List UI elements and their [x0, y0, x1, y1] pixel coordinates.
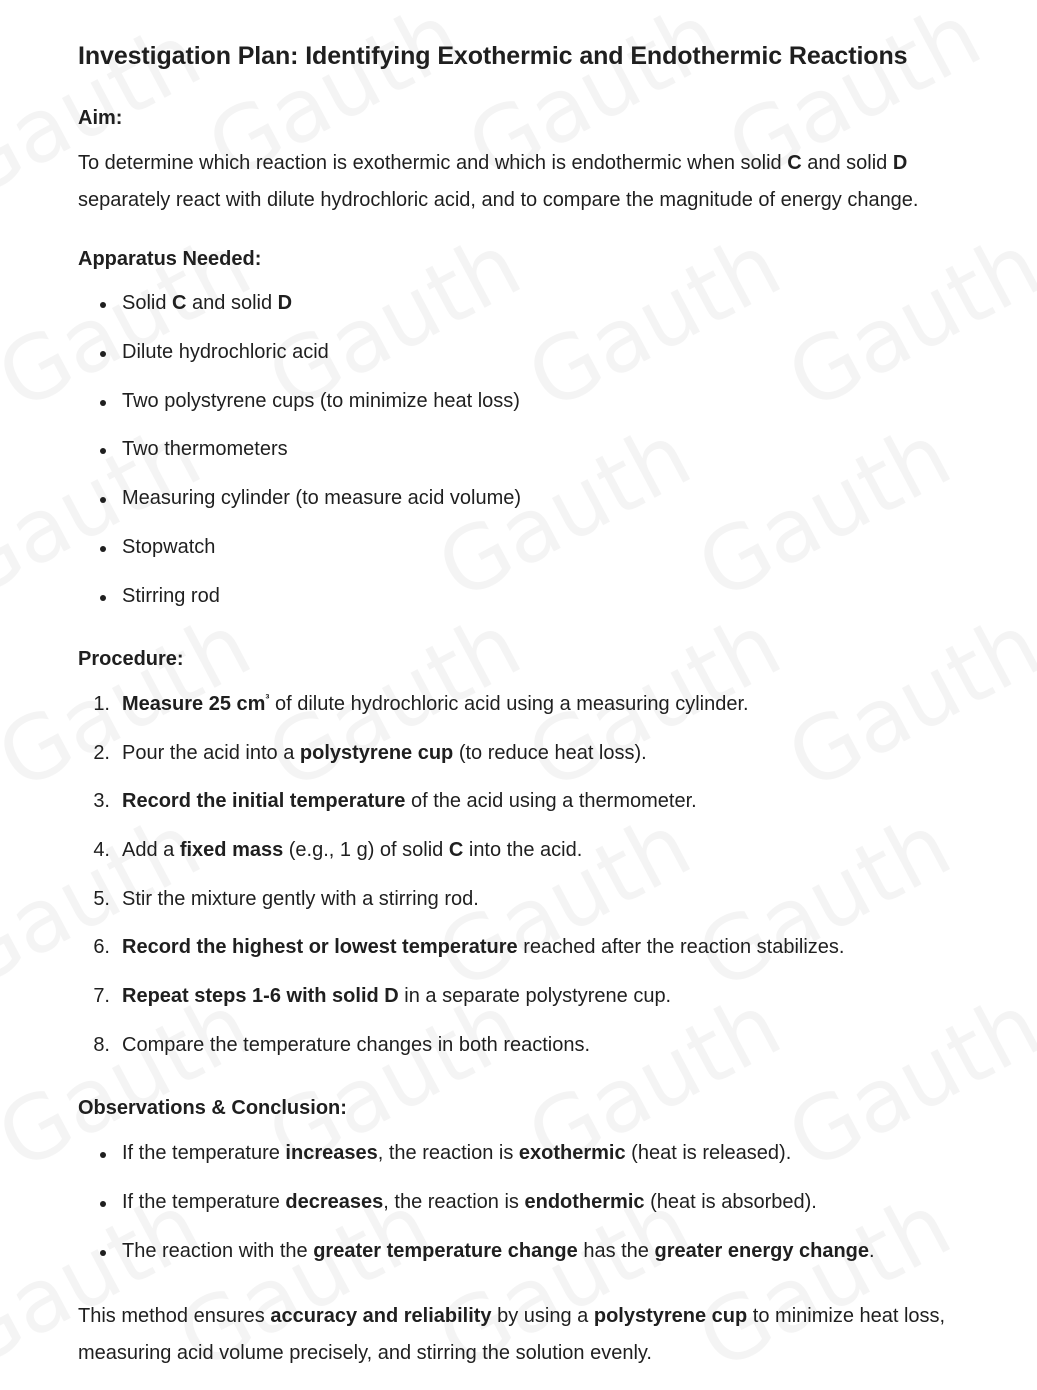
watermark [512, 213, 797, 430]
page-title: Investigation Plan: Identifying Exothermic and Endothermic Reactions [78, 42, 908, 70]
step-text: Record the highest or lowest temperature reached after the reaction stabilizes. [122, 936, 845, 958]
bullet-icon [100, 546, 106, 552]
watermark [772, 213, 1037, 430]
list-item-text: If the temperature decreases, the reaction is endothermic (heat is absorbed). [122, 1191, 817, 1213]
aim-text: and solid [801, 152, 893, 174]
step-number: 4. [93, 839, 110, 861]
apparatus-heading: Apparatus Needed: [78, 248, 262, 270]
watermark [772, 973, 1037, 1190]
list-item-text: Measuring cylinder (to measure acid volume) [122, 487, 522, 509]
step-number: 2. [93, 742, 110, 764]
list-item-text: If the temperature increases, the reaction is exothermic (heat is released). [122, 1142, 792, 1164]
step-text: Add a fixed mass (e.g., 1 g) of solid C into the acid. [122, 839, 583, 861]
step-number: 1. [93, 693, 110, 715]
list-item-text: Solid C and solid D [122, 292, 293, 314]
bullet-icon [100, 302, 106, 308]
bullet-icon [100, 400, 106, 406]
aim-text: separately react with dilute hydrochloric acid, and to compare the magnitude of energy change. [78, 189, 919, 211]
list-item-text: Two polystyrene cups (to minimize heat loss) [122, 390, 520, 412]
bullet-icon [100, 448, 106, 454]
step-number: 5. [93, 888, 110, 910]
watermark [422, 403, 707, 620]
bullet-icon [100, 595, 106, 601]
step-text: Compare the temperature changes in both reactions. [122, 1034, 591, 1056]
aim-solid-d: D [892, 152, 908, 174]
watermark [772, 593, 1037, 810]
aim-heading: Aim: [78, 107, 123, 129]
step-number: 6. [93, 936, 110, 958]
step-text: Record the initial temperature of the acid using a thermometer. [122, 790, 697, 812]
observations-heading: Observations & Conclusion: [78, 1097, 347, 1119]
aim-solid-c: C [787, 152, 802, 174]
aim-paragraph [78, 145, 1008, 219]
step-text: Repeat steps 1-6 with solid D in a separate polystyrene cup. [122, 985, 672, 1007]
bullet-icon [100, 351, 106, 357]
list-item-text: The reaction with the greater temperature change has the greater energy change. [122, 1240, 875, 1262]
step-text: Pour the acid into a polystyrene cup (to reduce heat loss). [122, 742, 647, 764]
aim-text: To determine which reaction is exothermic and which is endothermic when solid [78, 152, 788, 174]
bullet-icon [100, 1250, 106, 1256]
watermark [682, 793, 967, 1010]
bullet-icon [100, 1201, 106, 1207]
step-number: 7. [93, 985, 110, 1007]
bullet-icon [100, 1152, 106, 1158]
step-number: 3. [93, 790, 110, 812]
list-item-text: Two thermometers [122, 438, 288, 460]
list-item-text: Stirring rod [122, 585, 220, 607]
step-text: Stir the mixture gently with a stirring rod. [122, 888, 479, 910]
procedure-heading: Procedure: [78, 648, 184, 670]
list-item-text: Dilute hydrochloric acid [122, 341, 329, 363]
list-item-text: Stopwatch [122, 536, 216, 558]
closing-paragraph: This method ensures accuracy and reliability by using a polystyrene cup to minimize heat loss, measuring acid volume precisely, and stirring the solution evenly. [78, 1305, 946, 1364]
step-number: 8. [93, 1034, 110, 1056]
step-text: Measure 25 $cm^{^3}$ of dilute hydrochloric acid using a measuring cylinder. [122, 691, 749, 715]
bullet-icon [100, 497, 106, 503]
watermark [682, 403, 967, 620]
